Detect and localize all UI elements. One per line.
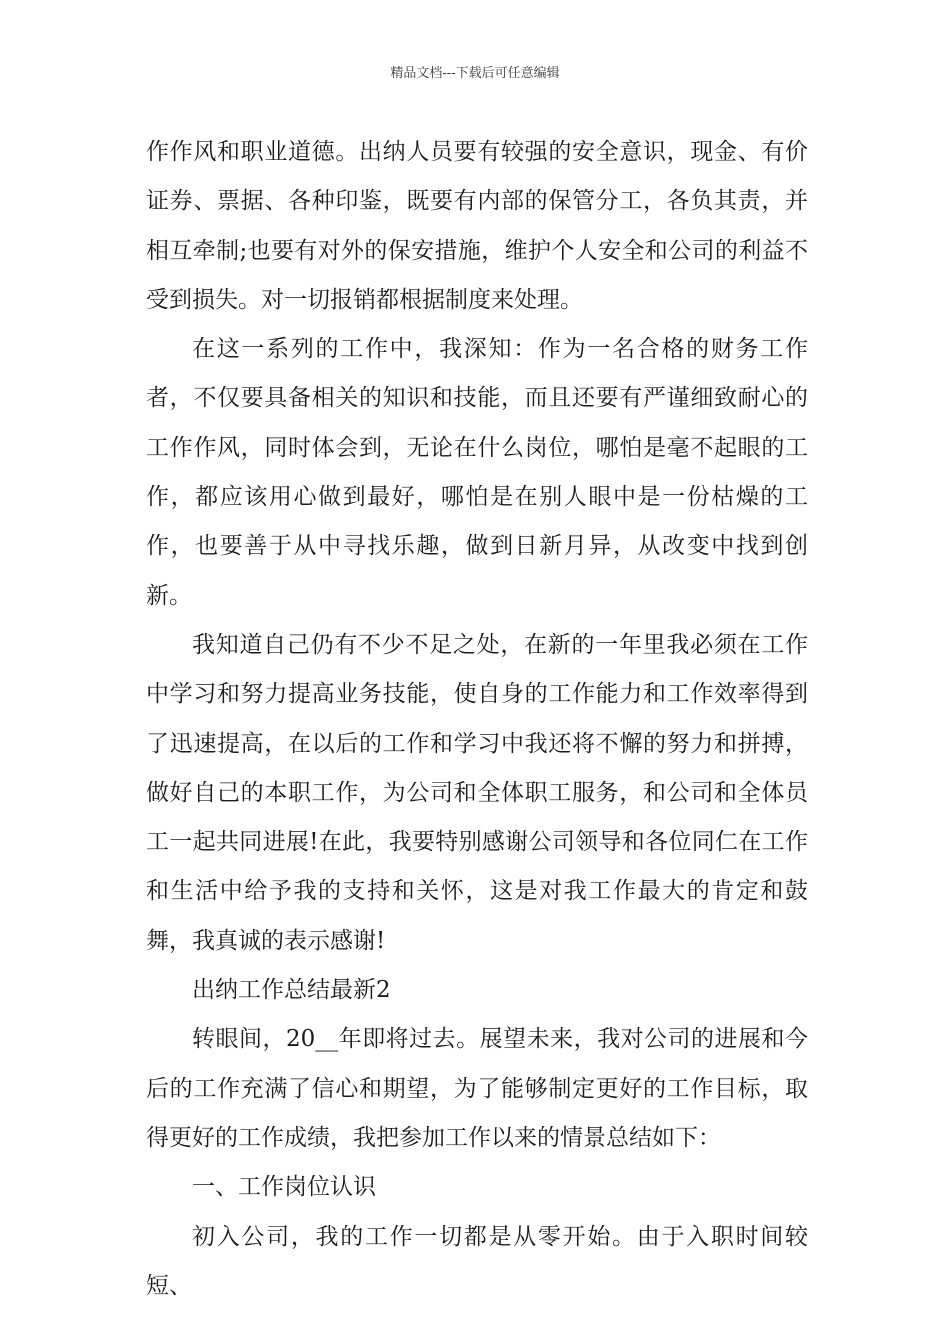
document-body xyxy=(146,128,808,1311)
paragraph: 我知道自己仍有不少不足之处，在新的一年里我必须在工作中学习和努力提高业务技能，使自身的工作能力和工作效率得到了迅速提高，在以后的工作和学习中我还将不懈的努力和拼搏，做好自己的本职工作，为公司和全体职工服务，和公司和全体员工一起共同进展!在此，我要特别感谢公司领导和各位同仁在工作和生活中给予我的支持和关怀，这是对我工作最大的肯定和鼓舞，我真诚的表示感谢! xyxy=(146,631,808,954)
paragraph: 转眼间，20__年即将过去。展望未来，我对公司的进展和今后的工作充满了信心和期望，为了能够制定更好的工作目标，取得更好的工作成绩，我把参加工作以来的情景总结如下： xyxy=(146,1026,808,1151)
paragraph-continuation: 作作风和职业道德。出纳人员要有较强的安全意识，现金、有价证券、票据、各种印鉴，既要有内部的保管分工，各负其责，并相互牵制;也要有对外的保安措施，维护个人安全和公司的利益不受到损失。对一切报销都根据制度来处理。 xyxy=(146,139,808,313)
section-heading: 出纳工作总结最新2 xyxy=(192,977,391,1004)
page-header: 精品文档---下载后可任意编辑 xyxy=(390,66,560,81)
subsection-heading: 一、工作岗位认识 xyxy=(192,1174,376,1201)
paragraph: 在这一系列的工作中，我深知：作为一名合格的财务工作者，不仅要具备相关的知识和技能，而且还要有严谨细致耐心的工作作风，同时体会到，无论在什么岗位，哪怕是毫不起眼的工作，都应该用心做到最好，哪怕是在别人眼中是一份枯燥的工作，也要善于从中寻找乐趣，做到日新月异，从改变中找到创新。 xyxy=(146,336,808,609)
paragraph: 初入公司，我的工作一切都是从零开始。由于入职时间较短、 xyxy=(146,1223,808,1299)
